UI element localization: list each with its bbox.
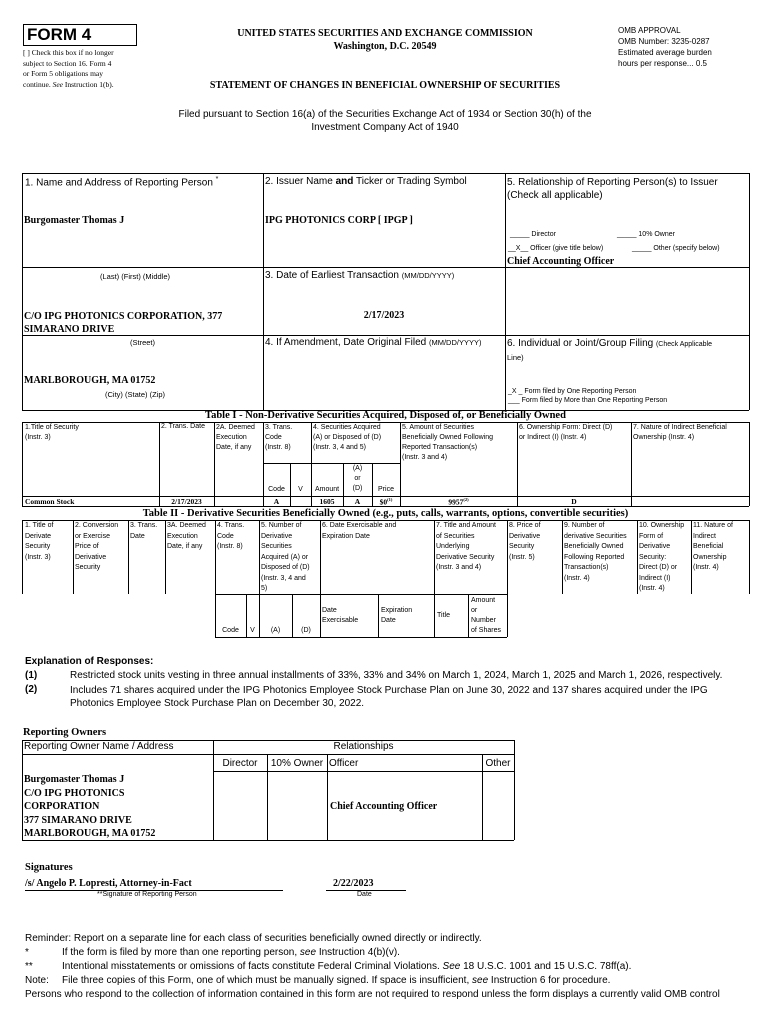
header-line: of Shares	[471, 627, 501, 634]
t2-sub-expiration: Expiration Date	[381, 607, 413, 624]
table1-title: Table I - Non-Derivative Securities Acquired, Disposed of, or Beneficially Owned	[205, 410, 566, 421]
header-line: Date, if any	[167, 543, 203, 550]
t1-row-title: Common Stock	[25, 497, 75, 506]
t1-col-ownership-form: 6. Ownership Form: Direct (D) or Indirect (I) (Instr. 4)	[519, 424, 613, 441]
header-line: or	[471, 607, 478, 614]
header-line: 6. Date Exercisable and	[322, 522, 397, 529]
header-line: Following Reported	[564, 553, 625, 561]
header-line: 377 SIMARANO DRIVE	[24, 814, 132, 826]
t2-col-number	[261, 521, 310, 595]
header-line: (Instr. 4)	[564, 574, 590, 582]
no-longer-subject-checkbox-text	[23, 48, 163, 90]
signature-date-caption: Date	[357, 891, 372, 898]
owners-col-relationships: Relationships	[333, 741, 394, 752]
header-line: Derivative Security	[436, 553, 495, 561]
t1-col-deemed-date: 2A. Deemed Execution Date, if any	[216, 424, 255, 451]
t2-col-exercisable	[322, 521, 396, 542]
t1-col-amount-owned: 5. Amount of Securities Beneficially Owned Following Reported Transaction(s) (Instr. 3 and 4)	[402, 424, 494, 461]
issuer-name: IPG PHOTONICS CORP [ IPGP ]	[265, 215, 413, 226]
header-line: Transaction(s)	[564, 564, 609, 571]
officer-option[interactable]: __X__ Officer (give title below)	[508, 245, 604, 252]
explanation-heading: Explanation of Responses:	[25, 656, 154, 667]
t1-row-code: A	[273, 497, 280, 506]
t2-col-price	[509, 521, 541, 563]
form-title-box	[23, 24, 137, 46]
header-line: Date	[130, 532, 145, 540]
no-longer-subject-checkbox[interactable]: [ ] Check this box if no longer	[23, 48, 114, 57]
header-line: Security	[509, 543, 535, 550]
director-option[interactable]: _____ Director	[510, 231, 556, 238]
t2-col-number-owned	[564, 521, 627, 584]
header-line: Burgomaster Thomas J	[24, 774, 125, 785]
t2-sub-d: (D)	[301, 627, 311, 634]
t2-sub-code: Code	[222, 627, 239, 634]
t1-col-trans-code: 3. Trans. Code (Instr. 8)	[265, 424, 293, 451]
signature-value: /s/ Angelo P. Lopresti, Attorney-in-Fact	[25, 878, 192, 889]
header-line: Price of	[75, 543, 99, 550]
footnote-1-number: (1)	[25, 670, 38, 681]
header-line: Code	[217, 532, 234, 540]
owners-col-name: Reporting Owner Name / Address	[24, 741, 174, 752]
reminder-asterisk-mark: *	[25, 947, 29, 958]
t1-row-ad: A	[354, 497, 361, 506]
header-line: 5. Number of	[261, 522, 302, 529]
owner-officer-title: Chief Accounting Officer	[330, 801, 438, 812]
header-line: Derivative	[261, 532, 293, 540]
footnote-ref: (1)	[387, 497, 393, 502]
header-line: Indirect	[693, 532, 716, 540]
footnote-1-text: Restricted stock units vesting in three annual installments of 33%, 33% and 34% on March 1, 2024, March 1, 2025 and March 1, 2026, respectively.	[70, 670, 723, 681]
reporting-person-name: Burgomaster Thomas J	[24, 215, 125, 226]
t2-col-trans-code	[217, 521, 244, 553]
box1-label: 1. Name and Address of Reporting Person *	[25, 176, 219, 189]
header-line: 11. Nature of	[693, 522, 733, 529]
owners-col-ten-pct: 10% Owner	[270, 758, 324, 769]
header-line: Disposed of (D)	[261, 564, 310, 571]
reminder-note-mark: Note:	[25, 975, 49, 986]
header-line: Security	[75, 564, 101, 571]
name-caption: (Last) (First) (Middle)	[100, 272, 171, 281]
filing-more-persons-option[interactable]: ___ Form filed by More than One Reporting Person	[508, 397, 668, 404]
box2-label: 2. Issuer Name and Ticker or Trading Symbol	[265, 176, 467, 187]
signature-date: 2/22/2023	[333, 878, 374, 889]
reminder-double-asterisk-mark: **	[25, 961, 33, 972]
other-option[interactable]: _____ Other (specify below)	[632, 245, 720, 252]
t1-sub-code: Code	[268, 486, 285, 493]
t2-col-deemed-date	[167, 521, 206, 553]
city-caption: (City) (State) (Zip)	[105, 390, 165, 399]
box5-label: 5. Relationship of Reporting Person(s) to Issuer (Check all applicable)	[507, 177, 718, 201]
reporting-person-street: C/O IPG PHOTONICS CORPORATION, 377 SIMARANO DRIVE	[24, 311, 223, 335]
street-caption: (Street)	[130, 338, 156, 347]
header-line: MARLBOROUGH, MA 01752	[24, 828, 156, 839]
footnote-2-text: Includes 71 shares acquired under the IPG Photonics Employee Stock Purchase Plan on June 30, 2022 and 137 shares acquired under the IPG Photonics Employee Stock Purchase Plan on December 30, 2022.	[70, 685, 708, 709]
header-line: Derivative	[509, 532, 541, 540]
earliest-transaction-date: 2/17/2023	[363, 310, 405, 321]
signatures-heading: Signatures	[25, 862, 73, 873]
header-line: 8. Price of	[509, 522, 541, 529]
header-line: 1. Title of	[25, 522, 54, 529]
t1-row-amount: 1605	[319, 497, 335, 506]
reminder-note-text: File three copies of this Form, one of which must be manually signed. If space is insufficient, see Instruction 6 for procedure.	[62, 975, 611, 986]
header-line: Indirect (I)	[639, 574, 671, 582]
t2-col-nature	[693, 521, 733, 574]
t1-col-trans-date: 2. Trans. Date	[161, 423, 205, 430]
t1-row-form: D	[571, 497, 577, 506]
reminder-line: Reminder: Report on a separate line for each class of securities beneficially owned directly or indirectly.	[25, 933, 482, 944]
header-line: Derivative	[639, 543, 671, 550]
header-line: Expiration Date	[322, 532, 370, 540]
t2-sub-amount	[471, 596, 501, 636]
header-line: 3. Trans.	[130, 522, 158, 529]
footnote-ref: (2)	[463, 497, 469, 502]
officer-title: Chief Accounting Officer	[507, 256, 615, 267]
owners-col-other: Other	[485, 758, 511, 769]
header-line: 7. Title and Amount	[436, 522, 496, 529]
header-line: CORPORATION	[24, 801, 100, 812]
reporting-owners-heading: Reporting Owners	[23, 727, 107, 738]
statement-title: STATEMENT OF CHANGES IN BENEFICIAL OWNERSHIP OF SECURITIES	[209, 80, 561, 91]
header-line: (Instr. 4)	[639, 585, 665, 592]
header-line: Direct (D) or	[639, 564, 678, 571]
agency-name: UNITED STATES SECURITIES AND EXCHANGE COMMISSION	[237, 28, 533, 39]
t2-col-trans-date	[130, 521, 157, 542]
header-line: Security	[25, 543, 51, 550]
owners-col-director: Director	[222, 758, 258, 769]
header-line: Security:	[639, 553, 667, 561]
t1-sub-v: V	[298, 486, 303, 493]
header-line: derivative Securities	[564, 532, 627, 540]
t2-sub-title: Title	[437, 612, 450, 619]
t2-col-underlying	[436, 521, 496, 574]
owners-col-officer: Officer	[329, 758, 359, 769]
header-line: Number	[471, 617, 496, 624]
reminder-omb-line: Persons who respond to the collection of information contained in this form are not required to respond unless the form displays a currently valid OMB control	[25, 989, 720, 1000]
header-line: Derivate	[25, 532, 52, 540]
header-line: 5)	[261, 585, 268, 592]
t2-col-conversion	[75, 521, 118, 574]
t1-col-acquired: 4. Securities Acquired (A) or Disposed of (D) (Instr. 3, 4 and 5)	[313, 424, 382, 451]
t1-sub-amount: Amount	[314, 486, 340, 493]
header-line: (Instr. 4)	[693, 564, 719, 571]
t1-row-price: $0$^{(1)}$	[379, 497, 393, 507]
header-line: Execution	[167, 532, 198, 540]
header-line: 3A. Deemed	[167, 522, 206, 529]
form-title: FORM 4	[27, 25, 92, 44]
t2-col-ownership-form	[639, 521, 684, 595]
header-line: 9. Number of	[564, 522, 605, 529]
checkbox-text-line: or Form 5 obligations may	[23, 69, 103, 78]
header-line: 2. Conversion	[75, 522, 119, 529]
omb-approval: OMB APPROVAL OMB Number: 3235-0287 Estimated average burden hours per response... 0.5	[618, 26, 712, 68]
filed-pursuant-text: Filed pursuant to Section 16(a) of the Securities Exchange Act of 1934 or Section 30(h) of the Investment Company Act of 1940	[178, 109, 592, 133]
t1-sub-price: Price	[378, 486, 394, 493]
t2-sub-v: V	[250, 627, 255, 634]
header-line: Securities	[261, 543, 292, 550]
owner-address	[24, 773, 155, 841]
ten-pct-owner-option[interactable]: _____ 10% Owner	[617, 231, 675, 238]
t1-col-title: 1.Title of Security (Instr. 3)	[25, 424, 79, 441]
table2-title: Table II - Derivative Securities Beneficially Owned (e.g., puts, calls, warrants, options, convertible securities)	[142, 508, 629, 519]
header-line: 4. Trans.	[217, 522, 245, 529]
t1-col-nature: 7. Nature of Indirect Beneficial Ownership (Instr. 4)	[633, 424, 727, 441]
t2-sub-date-exercisable: Date Exercisable	[322, 607, 359, 624]
header-line: of Securities	[436, 532, 475, 540]
header-line: Derivative	[75, 553, 107, 561]
filing-one-person-option[interactable]: _X _ Form filed by One Reporting Person	[508, 388, 637, 395]
header-line: 10. Ownership	[639, 522, 685, 529]
agency-city: Washington, D.C. 20549	[333, 41, 437, 52]
footnote-2-number: (2)	[25, 684, 38, 695]
box4-label: 4. If Amendment, Date Original Filed (MM/DD/YYYY)	[265, 337, 482, 348]
header-line: Underlying	[436, 543, 470, 550]
header-line: Form of	[639, 532, 664, 540]
header-line: (Instr. 3 and 4)	[436, 564, 482, 571]
t1-row-owned: 9957$^{(2)}$	[448, 497, 469, 507]
header-line: (Instr. 3, 4 and	[261, 574, 306, 582]
t1-row-date: 2/17/2023	[171, 497, 202, 506]
header-line: Acquired (A) or	[261, 553, 309, 561]
checkbox-text-line: continue. See Instruction 1(b).	[23, 79, 114, 89]
header-line: C/O IPG PHOTONICS	[24, 787, 125, 799]
box3-label: 3. Date of Earliest Transaction (MM/DD/YYYY)	[265, 270, 455, 281]
reporting-person-city: MARLBOROUGH, MA 01752	[24, 375, 156, 386]
header-line: or Exercise	[75, 532, 111, 540]
header-line: Beneficial	[693, 543, 724, 550]
t2-sub-a: (A)	[270, 627, 281, 634]
header-line: (Instr. 3)	[25, 553, 51, 561]
t2-col-title	[25, 521, 53, 563]
reminder-asterisk-text: If the form is filed by more than one reporting person, see Instruction 4(b)(v).	[62, 947, 400, 958]
checkbox-text-line: subject to Section 16. Form 4	[23, 58, 112, 68]
header-line: (Instr. 5)	[509, 553, 535, 561]
header-line: (Instr. 8)	[217, 543, 243, 550]
signature-caption: **Signature of Reporting Person	[97, 891, 197, 898]
reminder-double-asterisk-text: Intentional misstatements or omissions of facts constitute Federal Criminal Violations. See 18 U.S.C. 1001 and 15 U.S.C. 78ff(a).	[62, 961, 632, 972]
header-line: Amount	[471, 597, 496, 604]
header-line: Ownership	[693, 553, 727, 561]
header-line: Beneficially Owned	[564, 543, 624, 550]
t1-sub-ad: (A) or (D)	[352, 465, 363, 492]
box6-label: 6. Individual or Joint/Group Filing (Check Applicable Line)	[507, 338, 712, 362]
